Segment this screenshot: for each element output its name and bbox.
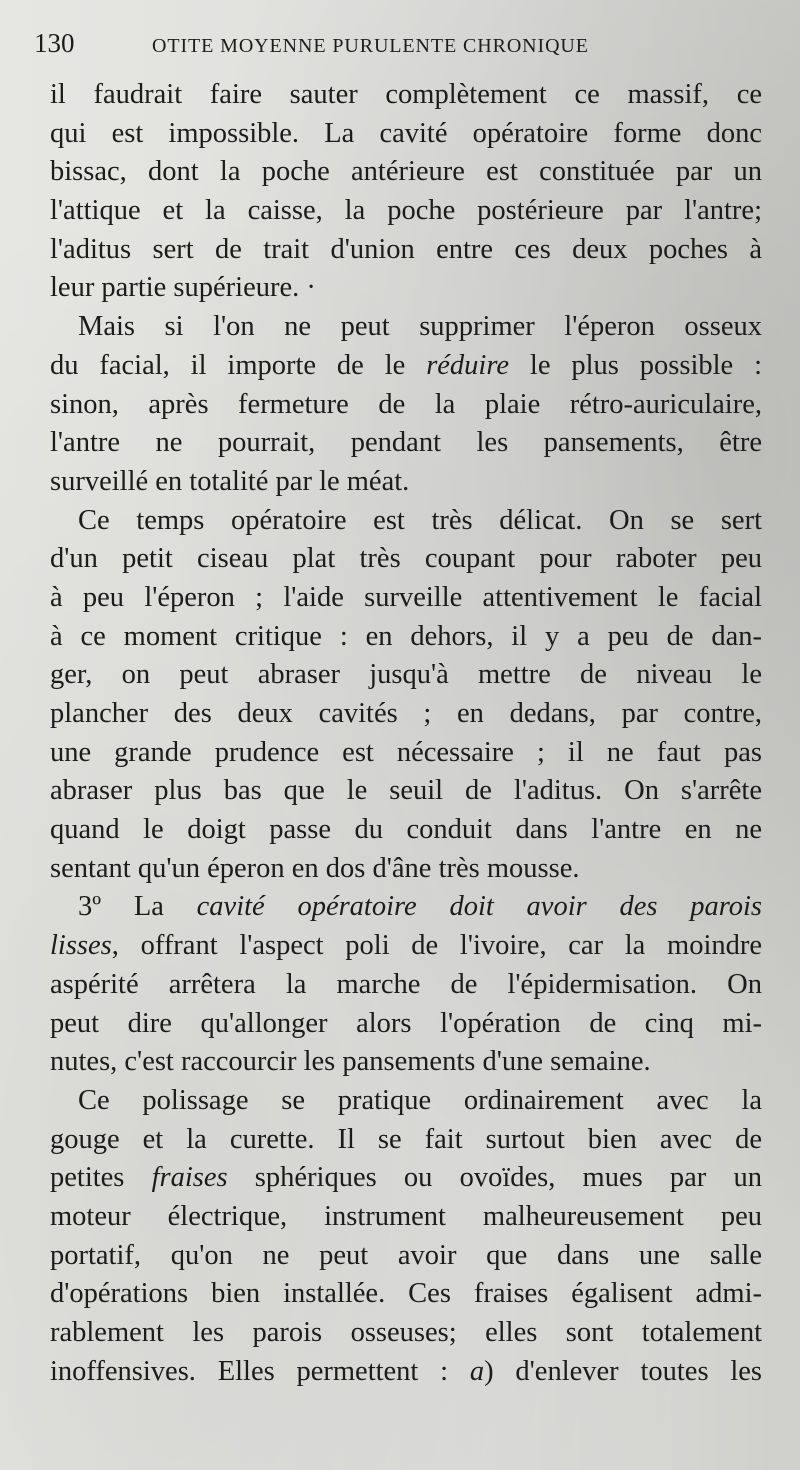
- text-segment: petites: [50, 1162, 152, 1194]
- text-line: [50, 347, 762, 386]
- text-segment: du facial, il importe de le: [50, 349, 427, 381]
- body-text: [50, 76, 762, 1391]
- text-segment: rablement les parois osseuses; elles sont totalement: [50, 1317, 762, 1348]
- text-line: [50, 463, 762, 502]
- text-segment: d'un petit ciseau plat très coupant pour raboter peu: [50, 543, 762, 575]
- text-segment: l'antre ne pourrait, pendant les pansements, être: [50, 427, 762, 459]
- page-number: 130: [34, 28, 75, 58]
- text-line: [50, 192, 762, 231]
- text-line: [50, 618, 762, 657]
- text-line: [50, 540, 762, 579]
- text-line: [50, 424, 762, 463]
- text-segment: , offrant l'aspect poli de l'ivoire, car la moindre: [111, 930, 762, 962]
- text-line: [50, 269, 762, 308]
- text-segment: Ce temps opératoire est très délicat. On se sert: [78, 504, 762, 536]
- text-segment: portatif, qu'on ne peut avoir que dans une salle: [50, 1239, 762, 1271]
- text-segment: l'attique et la caisse, la poche postérieure par l'antre;: [50, 195, 762, 227]
- text-segment: surveillé en totalité par le méat.: [50, 465, 410, 497]
- text-line: [50, 1314, 762, 1353]
- text-segment: l'aditus sert de trait d'union entre ces deux poches à: [50, 233, 762, 265]
- text-line: [50, 850, 762, 889]
- italic-text: lisses: [50, 930, 112, 962]
- italic-text: réduire: [426, 349, 510, 381]
- text-segment: ger, on peut abraser jusqu'à mettre de niveau le: [50, 659, 762, 691]
- text-segment: Mais si l'on ne peut supprimer l'éperon osseux: [78, 311, 762, 343]
- text-line: [50, 1082, 762, 1121]
- text-line: [50, 1159, 762, 1198]
- text-line: [50, 1043, 762, 1082]
- text-segment: gouge et la curette. Il se fait surtout bien avec de: [50, 1123, 762, 1155]
- text-segment: sinon, après fermeture de la plaie rétro-auriculaire,: [50, 388, 762, 420]
- text-segment: à ce moment critique : en dehors, il y a peu de dan-: [50, 620, 762, 652]
- text-segment: sphériques ou ovoïdes, mues par un: [227, 1162, 762, 1194]
- text-segment: plancher des deux cavités ; en dedans, par contre,: [50, 698, 762, 729]
- text-line: [50, 153, 762, 192]
- text-segment: nutes, c'est raccourcir les pansements d'une semaine.: [50, 1046, 651, 1078]
- text-segment: il faudrait faire sauter complètement ce massif, ce: [50, 79, 762, 110]
- italic-text: fraises: [151, 1162, 228, 1194]
- text-line: [50, 1005, 762, 1044]
- text-line: [50, 1121, 762, 1160]
- text-segment: le plus possible :: [509, 349, 762, 381]
- text-line: [50, 386, 762, 425]
- text-segment: à peu l'éperon ; l'aide surveille attentivement le facial: [50, 581, 762, 613]
- text-segment: moteur électrique, instrument malheureusement peu: [50, 1200, 762, 1232]
- text-segment: d'opérations bien installée. Ces fraises égalisent admi-: [50, 1278, 762, 1310]
- text-line: [50, 966, 762, 1005]
- running-title: OTITE MOYENNE PURULENTE CHRONIQUE: [152, 35, 589, 57]
- text-segment: peut dire qu'allonger alors l'opération de cinq mi-: [50, 1007, 762, 1039]
- text-line: [50, 1275, 762, 1314]
- text-segment: aspérité arrêtera la marche de l'épidermisation. On: [50, 968, 762, 1000]
- text-segment: Ce polissage se pratique ordinairement avec la: [78, 1084, 762, 1116]
- text-line: [50, 115, 762, 154]
- text-segment: quand le doigt passe du conduit dans l'antre en ne: [50, 814, 762, 846]
- text-segment: sentant qu'un éperon en dos d'âne très mousse.: [50, 852, 580, 884]
- text-line: [50, 502, 762, 541]
- text-line: [50, 1353, 762, 1392]
- text-line: [50, 927, 762, 966]
- text-segment: une grande prudence est nécessaire ; il ne faut pas: [50, 736, 762, 768]
- text-line: [50, 695, 762, 734]
- running-head: [34, 28, 762, 68]
- text-segment: qui est impossible. La cavité opératoire forme donc: [50, 117, 762, 149]
- italic-text: a: [469, 1355, 485, 1387]
- text-line: [50, 888, 762, 927]
- italic-text: cavité opératoire doit avoir des parois: [196, 891, 762, 923]
- text-segment: inoffensives. Elles permettent :: [50, 1355, 470, 1387]
- text-line: [50, 656, 762, 695]
- text-segment: bissac, dont la poche antérieure est constituée par un: [50, 156, 762, 188]
- text-line: [50, 76, 762, 115]
- text-line: [50, 308, 762, 347]
- text-line: [50, 734, 762, 773]
- text-line: [50, 579, 762, 618]
- text-line: [50, 1198, 762, 1237]
- text-line: [50, 772, 762, 811]
- text-segment: ) d'enlever toutes les: [484, 1355, 762, 1387]
- text-line: [50, 811, 762, 850]
- text-line: [50, 231, 762, 270]
- text-segment: 3º La: [78, 891, 197, 923]
- text-line: [50, 1237, 762, 1276]
- text-segment: abraser plus bas que le seuil de l'aditus. On s'arrête: [50, 775, 762, 807]
- text-segment: leur partie supérieure. ·: [50, 272, 316, 304]
